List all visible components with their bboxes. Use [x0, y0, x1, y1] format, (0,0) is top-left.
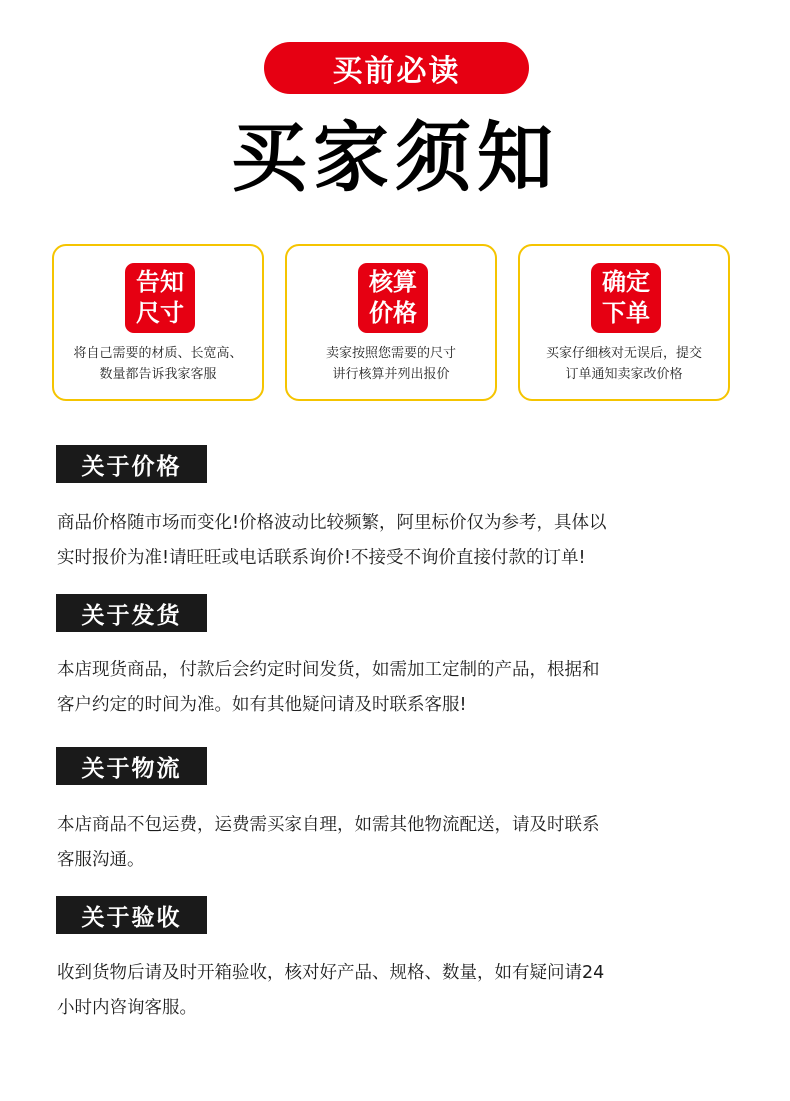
section-body-inspection [57, 956, 757, 1026]
step-description [62, 343, 254, 385]
badge-line: 核算 [369, 268, 417, 296]
step-description [295, 343, 487, 385]
step-card-order [518, 244, 730, 401]
desc-line: 买家仔细核对无误后，提交 [545, 346, 702, 361]
badge-line: 价格 [369, 299, 417, 327]
desc-line: 讲行核算并列出报价 [332, 367, 450, 382]
page-title: 买家须知 [231, 113, 559, 202]
section-title-price: 关于价格 [56, 445, 207, 483]
badge-line: 告知 [136, 268, 184, 296]
desc-line: 将自己需要的材质、长宽高、 [73, 346, 243, 361]
body-line: 客服沟通。 [57, 850, 145, 870]
step-card-size [52, 244, 264, 401]
desc-line: 卖家按照您需要的尺寸 [325, 346, 456, 361]
header-pill-label: 买前必读 [332, 54, 461, 89]
desc-line: 订单通知卖家改价格 [565, 367, 683, 382]
section-body-price [57, 506, 757, 576]
body-line: 本店现货商品，付款后会约定时间发货，如需加工定制的产品，根据和 [57, 660, 600, 680]
body-line: 商品价格随市场而变化!价格波动比较频繁，阿里标价仅为参考，具体以 [57, 513, 607, 533]
section-title-logistics: 关于物流 [56, 747, 207, 785]
body-line: 小时内咨询客服。 [57, 998, 197, 1018]
body-line: 收到货物后请及时开箱验收，核对好产品、规格、数量，如有疑问请24 [57, 963, 605, 983]
badge-line: 确定 [602, 268, 650, 296]
body-line: 实时报价为准!请旺旺或电话联系询价!不接受不询价直接付款的订单! [57, 548, 586, 568]
section-title-shipping: 关于发货 [56, 594, 207, 632]
desc-line: 数量都告诉我家客服 [99, 367, 217, 382]
step-card-price [285, 244, 497, 401]
badge-line: 下单 [602, 299, 650, 327]
step-badge [125, 263, 195, 333]
section-title-inspection: 关于验收 [56, 896, 207, 934]
section-body-shipping [57, 653, 757, 723]
header-pill [264, 42, 529, 94]
section-body-logistics [57, 808, 757, 878]
body-line: 客户约定的时间为准。如有其他疑问请及时联系客服! [57, 695, 467, 715]
body-line: 本店商品不包运费，运费需买家自理，如需其他物流配送，请及时联系 [57, 815, 600, 835]
step-badge [591, 263, 661, 333]
badge-line: 尺寸 [136, 299, 184, 327]
step-description [528, 343, 720, 385]
step-badge [358, 263, 428, 333]
